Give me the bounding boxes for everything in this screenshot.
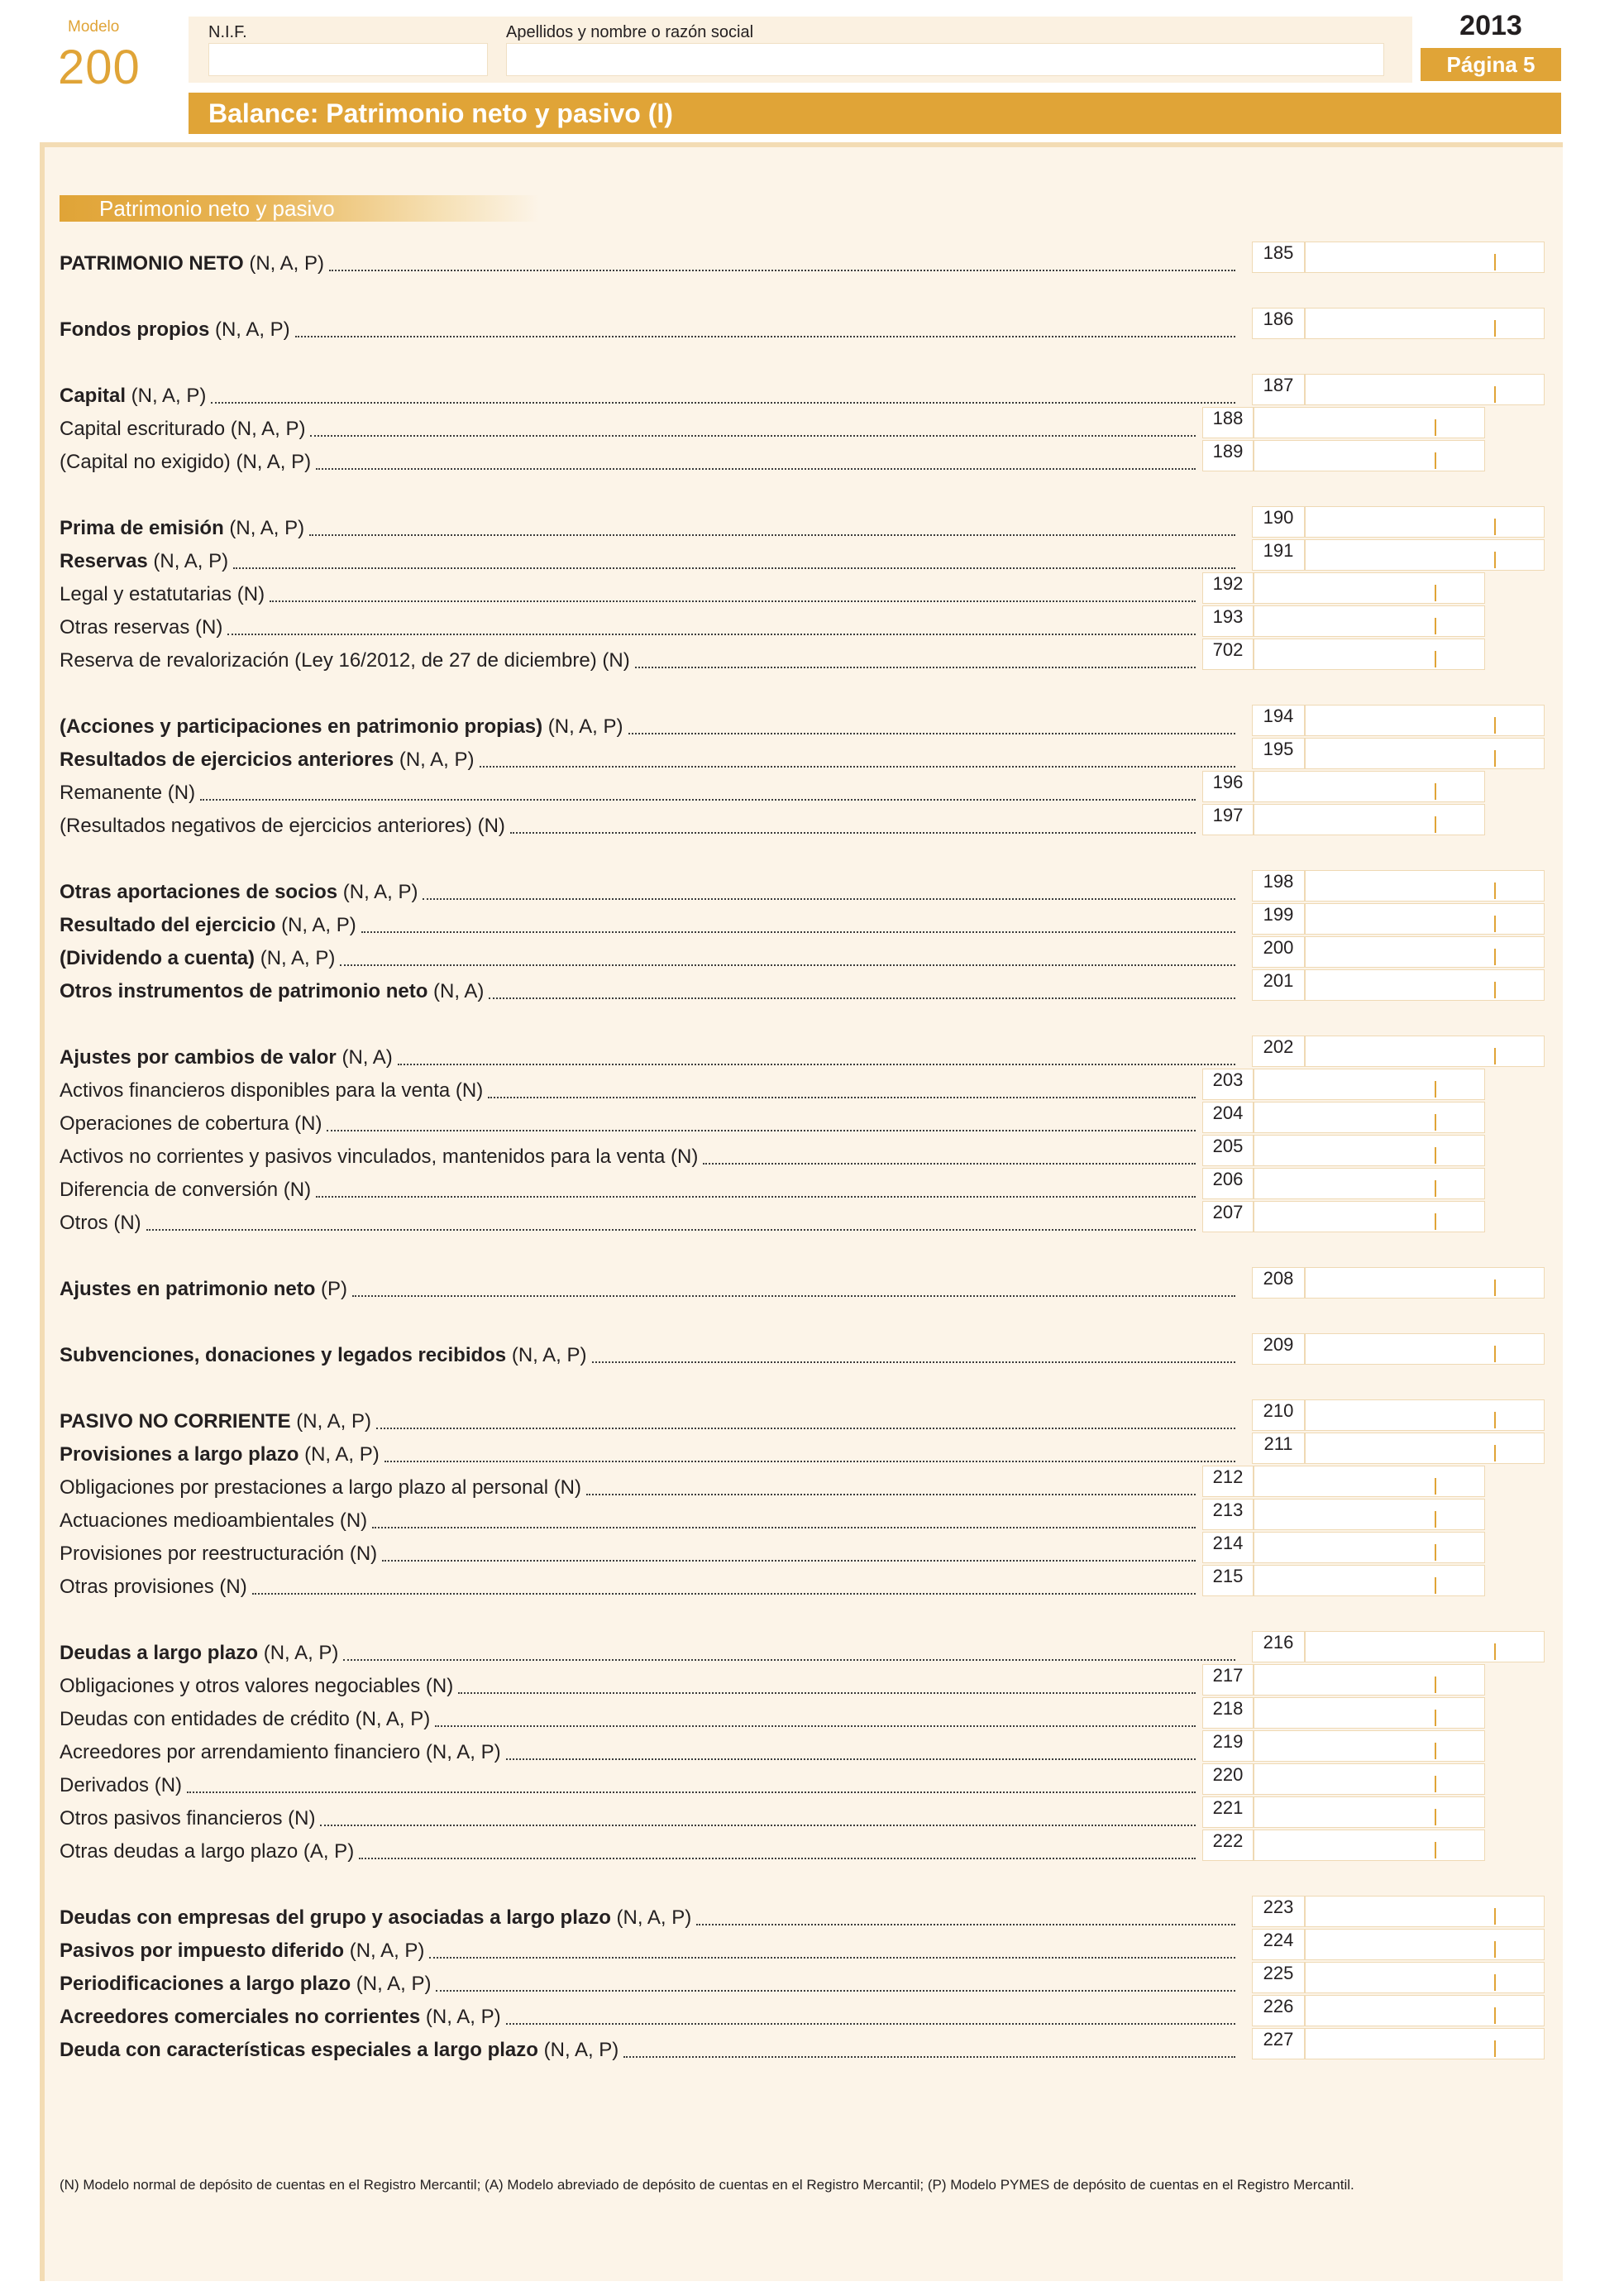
- dot-leader: [316, 468, 1196, 470]
- box-code-194: 194: [1252, 705, 1305, 736]
- amount-field-206[interactable]: [1254, 1168, 1485, 1199]
- dot-leader: [480, 766, 1235, 768]
- decimal-separator-mark: [1435, 585, 1436, 601]
- decimal-separator-mark: [1435, 1710, 1436, 1726]
- box-code-223: 223: [1252, 1896, 1305, 1927]
- dot-leader: [592, 1361, 1235, 1363]
- row-label-221: [60, 1806, 315, 1831]
- row-label-text: Obligaciones por prestaciones a largo plazo al personal (N): [60, 1476, 582, 1499]
- amount-field-191[interactable]: [1305, 539, 1545, 571]
- box-code-199: 199: [1252, 903, 1305, 935]
- dot-leader: [488, 1097, 1196, 1098]
- amount-field-202[interactable]: [1305, 1036, 1545, 1067]
- amount-field-216[interactable]: [1305, 1631, 1545, 1662]
- dot-leader: [295, 336, 1235, 337]
- dot-leader: [359, 1858, 1196, 1859]
- row-label-bold: Prima de emisión: [60, 517, 224, 539]
- box-code-220: 220: [1202, 1763, 1254, 1795]
- dot-leader: [316, 1196, 1196, 1198]
- amount-field-219[interactable]: [1254, 1730, 1485, 1762]
- row-label-198: [60, 880, 418, 905]
- amount-field-227[interactable]: [1305, 2028, 1545, 2059]
- dot-leader: [376, 1428, 1235, 1429]
- decimal-separator-mark: [1435, 1677, 1436, 1693]
- decimal-separator-mark: [1494, 1346, 1496, 1362]
- row-label-text: Diferencia de conversión (N): [60, 1179, 312, 1201]
- box-code-195: 195: [1252, 738, 1305, 769]
- dot-leader: [510, 832, 1196, 834]
- decimal-separator-mark: [1435, 1213, 1436, 1230]
- dot-leader: [146, 1229, 1196, 1231]
- dot-leader: [211, 402, 1235, 404]
- box-code-196: 196: [1202, 771, 1254, 802]
- dot-leader: [696, 1924, 1235, 1925]
- decimal-separator-mark: [1494, 916, 1496, 932]
- amount-field-195[interactable]: [1305, 738, 1545, 769]
- box-code-187: 187: [1252, 374, 1305, 405]
- row-label-text: (N, A, P): [537, 2039, 619, 2061]
- row-label-text: Otros (N): [60, 1212, 141, 1234]
- row-label-208: [60, 1277, 347, 1302]
- row-label-text: Obligaciones y otros valores negociables (N): [60, 1675, 454, 1697]
- row-label-text: Otras deudas a largo plazo (A, P): [60, 1840, 355, 1863]
- dot-leader: [233, 567, 1235, 569]
- footnote: (N) Modelo normal de depósito de cuentas en el Registro Mercantil; (A) Modelo abreviado de depósito de cuentas en el Registro Mercantil; (P) Modelo PYMES de depósito de cuentas en el Registro Mercantil.: [60, 2177, 1354, 2193]
- row-label-186: [60, 318, 290, 342]
- nif-label: N.I.F.: [208, 23, 247, 41]
- dot-leader: [352, 1295, 1235, 1297]
- row-label-text: Acreedores por arrendamiento financiero (N, A, P): [60, 1741, 501, 1763]
- amount-field-212[interactable]: [1254, 1466, 1485, 1497]
- dot-leader: [703, 1163, 1196, 1165]
- row-label-210: [60, 1409, 371, 1434]
- dot-leader: [382, 1560, 1196, 1562]
- dot-leader: [429, 1957, 1235, 1959]
- row-label-bold: Otras aportaciones de socios: [60, 881, 338, 903]
- row-label-text: Reserva de revalorización (Ley 16/2012, de 27 de diciembre) (N): [60, 649, 630, 672]
- name-label: Apellidos y nombre o razón social: [506, 23, 754, 41]
- row-label-text: (N, A, P): [126, 385, 207, 407]
- page-title: Balance: Patrimonio neto y pasivo (I): [189, 93, 1561, 134]
- row-label-bold: Provisiones a largo plazo: [60, 1443, 299, 1466]
- box-code-197: 197: [1202, 804, 1254, 835]
- box-code-217: 217: [1202, 1664, 1254, 1696]
- amount-field-199[interactable]: [1305, 903, 1545, 935]
- row-label-bold: Deudas a largo plazo: [60, 1642, 259, 1664]
- box-code-215: 215: [1202, 1565, 1254, 1596]
- row-label-bold: Resultados de ejercicios anteriores: [60, 749, 394, 771]
- decimal-separator-mark: [1435, 1511, 1436, 1528]
- dot-leader: [327, 1130, 1196, 1131]
- dot-leader: [343, 1659, 1235, 1661]
- decimal-separator-mark: [1494, 519, 1496, 535]
- box-code-226: 226: [1252, 1995, 1305, 2026]
- box-code-200: 200: [1252, 936, 1305, 968]
- row-label-text: (N, A, P): [243, 252, 325, 275]
- row-label-text: (N, A, P): [351, 1973, 432, 1995]
- row-label-bold: Capital: [60, 385, 127, 407]
- row-label-211: [60, 1442, 380, 1467]
- box-code-198: 198: [1252, 870, 1305, 902]
- row-label-text: Otras reservas (N): [60, 616, 223, 639]
- box-code-216: 216: [1252, 1631, 1305, 1662]
- decimal-separator-mark: [1435, 816, 1436, 833]
- row-label-200: [60, 946, 335, 971]
- decimal-separator-mark: [1494, 2007, 1496, 2024]
- row-label-226: [60, 2005, 501, 2030]
- box-code-191: 191: [1252, 539, 1305, 571]
- row-label-text: (N, A, P): [258, 1642, 339, 1664]
- decimal-separator-mark: [1435, 1776, 1436, 1792]
- dot-leader: [506, 2023, 1235, 2025]
- decimal-separator-mark: [1435, 1577, 1436, 1594]
- amount-field-225[interactable]: [1305, 1962, 1545, 1993]
- decimal-separator-mark: [1435, 651, 1436, 667]
- row-label-bold: Deuda con características especiales a largo plazo: [60, 2039, 538, 2061]
- row-label-201: [60, 979, 484, 1004]
- box-code-219: 219: [1202, 1730, 1254, 1762]
- row-label-191: [60, 549, 228, 574]
- decimal-separator-mark: [1435, 1478, 1436, 1495]
- row-label-bold: Reservas: [60, 550, 148, 572]
- row-label-190: [60, 516, 304, 541]
- amount-field-222[interactable]: [1254, 1830, 1485, 1861]
- row-label-text: (N, A, P): [275, 914, 356, 936]
- amount-field-208[interactable]: [1305, 1267, 1545, 1299]
- row-label-bold: Pasivos por impuesto diferido: [60, 1940, 345, 1962]
- dot-leader: [398, 1064, 1235, 1065]
- box-code-222: 222: [1202, 1830, 1254, 1861]
- box-code-203: 203: [1202, 1069, 1254, 1100]
- row-label-text: (N, A, P): [147, 550, 229, 572]
- dot-leader: [340, 964, 1235, 966]
- row-label-bold: Fondos propios: [60, 318, 210, 341]
- row-label-189: [60, 450, 311, 475]
- row-label-220: [60, 1773, 182, 1798]
- box-code-201: 201: [1252, 969, 1305, 1001]
- box-code-227: 227: [1252, 2028, 1305, 2059]
- decimal-separator-mark: [1435, 783, 1436, 800]
- amount-field-193[interactable]: [1254, 605, 1485, 637]
- decimal-separator-mark: [1435, 1180, 1436, 1197]
- amount-field-189[interactable]: [1254, 440, 1485, 471]
- decimal-separator-mark: [1494, 386, 1496, 403]
- row-label-213: [60, 1509, 367, 1533]
- box-code-209: 209: [1252, 1333, 1305, 1365]
- row-label-text: Activos no corrientes y pasivos vinculados, mantenidos para la venta (N): [60, 1146, 699, 1168]
- box-code-185: 185: [1252, 242, 1305, 273]
- dot-leader: [372, 1527, 1196, 1528]
- row-label-217: [60, 1674, 453, 1699]
- row-label-bold: PASIVO NO CORRIENTE: [60, 1410, 291, 1433]
- row-label-bold: PATRIMONIO NETO: [60, 252, 244, 275]
- year-label: 2013: [1421, 12, 1561, 38]
- decimal-separator-mark: [1435, 1147, 1436, 1164]
- row-label-204: [60, 1112, 322, 1136]
- row-label-text: (N, A, P): [299, 1443, 380, 1466]
- row-label-text: (N, A, P): [542, 715, 623, 738]
- row-label-text: (N, A, P): [394, 749, 475, 771]
- dot-leader: [320, 1825, 1196, 1826]
- amount-field-188[interactable]: [1254, 407, 1485, 438]
- amount-field-204[interactable]: [1254, 1102, 1485, 1133]
- decimal-separator-mark: [1494, 1908, 1496, 1925]
- amount-field-209[interactable]: [1305, 1333, 1545, 1365]
- dot-leader: [435, 1725, 1196, 1727]
- box-code-214: 214: [1202, 1532, 1254, 1563]
- row-label-text: (N, A): [336, 1046, 393, 1069]
- amount-field-198[interactable]: [1305, 870, 1545, 902]
- row-label-text: Legal y estatutarias (N): [60, 583, 265, 605]
- amount-field-190[interactable]: [1305, 506, 1545, 538]
- row-label-bold: Deudas con empresas del grupo y asociadas a largo plazo: [60, 1906, 611, 1929]
- dot-leader: [384, 1461, 1235, 1462]
- row-label-212: [60, 1476, 581, 1500]
- modelo-label: Modelo: [68, 18, 120, 36]
- box-code-205: 205: [1202, 1135, 1254, 1166]
- row-label-218: [60, 1707, 430, 1732]
- row-label-219: [60, 1740, 501, 1765]
- row-label-bold: Periodificaciones a largo plazo: [60, 1973, 351, 1995]
- row-label-text: (N, A, P): [223, 517, 305, 539]
- decimal-separator-mark: [1494, 883, 1496, 899]
- row-label-225: [60, 1972, 431, 1997]
- box-code-224: 224: [1252, 1929, 1305, 1960]
- row-label-215: [60, 1575, 247, 1600]
- row-label-text: Actuaciones medioambientales (N): [60, 1509, 368, 1532]
- row-label-222: [60, 1839, 354, 1864]
- box-code-189: 189: [1202, 440, 1254, 471]
- row-label-text: (Capital no exigido) (N, A, P): [60, 451, 312, 473]
- box-code-192: 192: [1202, 572, 1254, 604]
- row-label-text: Operaciones de cobertura (N): [60, 1112, 322, 1135]
- row-label-bold: Resultado del ejercicio: [60, 914, 276, 936]
- row-label-bold: Acreedores comerciales no corrientes: [60, 2006, 421, 2028]
- section-title: Patrimonio neto y pasivo: [60, 195, 539, 222]
- row-label-text: Derivados (N): [60, 1774, 183, 1796]
- box-code-213: 213: [1202, 1499, 1254, 1530]
- decimal-separator-mark: [1494, 1048, 1496, 1064]
- amount-field-192[interactable]: [1254, 572, 1485, 604]
- amount-field-214[interactable]: [1254, 1532, 1485, 1563]
- row-label-203: [60, 1079, 483, 1103]
- amount-field-224[interactable]: [1305, 1929, 1545, 1960]
- amount-field-200[interactable]: [1305, 936, 1545, 968]
- row-label-192: [60, 582, 265, 607]
- row-label-193: [60, 615, 222, 640]
- row-label-text: (P): [315, 1278, 348, 1300]
- amount-field-211[interactable]: [1305, 1433, 1545, 1464]
- row-label-text: Activos financieros disponibles para la venta (N): [60, 1079, 484, 1102]
- row-label-209: [60, 1343, 587, 1368]
- decimal-separator-mark: [1494, 1643, 1496, 1660]
- dot-leader: [187, 1791, 1196, 1793]
- box-code-208: 208: [1252, 1267, 1305, 1299]
- page-label: Página 5: [1421, 48, 1561, 81]
- dot-leader: [252, 1593, 1196, 1595]
- decimal-separator-mark: [1494, 2040, 1496, 2057]
- amount-field-205[interactable]: [1254, 1135, 1485, 1166]
- decimal-separator-mark: [1494, 750, 1496, 767]
- row-label-text: Remanente (N): [60, 782, 196, 804]
- decimal-separator-mark: [1435, 618, 1436, 634]
- amount-field-215[interactable]: [1254, 1565, 1485, 1596]
- box-code-218: 218: [1202, 1697, 1254, 1729]
- row-label-text: (N, A, P): [209, 318, 290, 341]
- box-code-190: 190: [1252, 506, 1305, 538]
- row-label-text: (N, A, P): [344, 1940, 425, 1962]
- amount-field-213[interactable]: [1254, 1499, 1485, 1530]
- dot-leader: [270, 600, 1196, 602]
- dot-leader: [489, 997, 1235, 999]
- dot-leader: [310, 435, 1196, 437]
- row-label-188: [60, 417, 305, 442]
- row-label-227: [60, 2038, 619, 2063]
- row-label-702: [60, 648, 630, 673]
- amount-field-702[interactable]: [1254, 639, 1485, 670]
- amount-field-187[interactable]: [1305, 374, 1545, 405]
- dot-leader: [623, 2056, 1235, 2058]
- decimal-separator-mark: [1494, 949, 1496, 965]
- amount-field-196[interactable]: [1254, 771, 1485, 802]
- row-label-214: [60, 1542, 377, 1567]
- dot-leader: [635, 667, 1196, 668]
- row-label-text: (Resultados negativos de ejercicios anteriores) (N): [60, 815, 505, 837]
- row-label-bold: Ajustes en patrimonio neto: [60, 1278, 316, 1300]
- row-label-196: [60, 781, 195, 806]
- dot-leader: [423, 898, 1235, 900]
- amount-field-221[interactable]: [1254, 1796, 1485, 1828]
- dot-leader: [200, 799, 1196, 801]
- row-label-text: Otras provisiones (N): [60, 1576, 247, 1598]
- row-label-bold: (Acciones y participaciones en patrimonio propias): [60, 715, 543, 738]
- row-label-216: [60, 1641, 338, 1666]
- box-code-188: 188: [1202, 407, 1254, 438]
- row-label-text: (N, A, P): [610, 1906, 692, 1929]
- decimal-separator-mark: [1435, 1081, 1436, 1098]
- amount-field-197[interactable]: [1254, 804, 1485, 835]
- box-code-702: 702: [1202, 639, 1254, 670]
- decimal-separator-mark: [1494, 1445, 1496, 1461]
- row-label-195: [60, 748, 475, 773]
- dot-leader: [309, 534, 1235, 536]
- box-code-193: 193: [1202, 605, 1254, 637]
- row-label-text: (N, A, P): [337, 881, 418, 903]
- row-label-bold: Subvenciones, donaciones y legados recibidos: [60, 1344, 507, 1366]
- row-label-text: (N, A): [427, 980, 485, 1002]
- row-label-text: (N, A, P): [506, 1344, 587, 1366]
- decimal-separator-mark: [1494, 254, 1496, 270]
- dot-leader: [628, 733, 1236, 734]
- decimal-separator-mark: [1494, 1412, 1496, 1428]
- dot-leader: [436, 1990, 1235, 1992]
- dot-leader: [506, 1758, 1196, 1760]
- box-code-204: 204: [1202, 1102, 1254, 1133]
- box-code-221: 221: [1202, 1796, 1254, 1828]
- decimal-separator-mark: [1494, 552, 1496, 568]
- box-code-202: 202: [1252, 1036, 1305, 1067]
- modelo-number: 200: [58, 41, 141, 94]
- dot-leader: [227, 634, 1196, 635]
- nif-field[interactable]: [208, 43, 488, 76]
- row-label-224: [60, 1939, 424, 1964]
- decimal-separator-mark: [1494, 1974, 1496, 1991]
- decimal-separator-mark: [1494, 717, 1496, 734]
- row-label-text: Provisiones por reestructuración (N): [60, 1543, 378, 1565]
- row-label-187: [60, 384, 206, 409]
- box-code-212: 212: [1202, 1466, 1254, 1497]
- row-label-202: [60, 1045, 393, 1070]
- amount-field-201[interactable]: [1305, 969, 1545, 1001]
- row-label-194: [60, 715, 623, 739]
- row-label-199: [60, 913, 356, 938]
- decimal-separator-mark: [1435, 1114, 1436, 1131]
- row-label-text: (N, A, P): [420, 2006, 501, 2028]
- row-label-bold: Ajustes por cambios de valor: [60, 1046, 337, 1069]
- decimal-separator-mark: [1435, 1842, 1436, 1858]
- decimal-separator-mark: [1435, 419, 1436, 436]
- decimal-separator-mark: [1494, 320, 1496, 337]
- row-label-207: [60, 1211, 141, 1236]
- dot-leader: [586, 1494, 1196, 1495]
- taxpayer-header: [189, 17, 1412, 83]
- box-code-206: 206: [1202, 1168, 1254, 1199]
- box-code-186: 186: [1252, 308, 1305, 339]
- row-label-text: (N, A, P): [255, 947, 336, 969]
- decimal-separator-mark: [1435, 452, 1436, 469]
- row-label-text: Otros pasivos financieros (N): [60, 1807, 316, 1830]
- decimal-separator-mark: [1494, 1941, 1496, 1958]
- row-label-text: (N, A, P): [290, 1410, 371, 1433]
- decimal-separator-mark: [1494, 1280, 1496, 1296]
- amount-field-218[interactable]: [1254, 1697, 1485, 1729]
- row-label-223: [60, 1906, 691, 1930]
- box-code-210: 210: [1252, 1399, 1305, 1431]
- row-label-text: Deudas con entidades de crédito (N, A, P): [60, 1708, 431, 1730]
- row-label-bold: (Dividendo a cuenta): [60, 947, 256, 969]
- row-label-206: [60, 1178, 311, 1203]
- box-code-207: 207: [1202, 1201, 1254, 1232]
- amount-field-194[interactable]: [1305, 705, 1545, 736]
- amount-field-223[interactable]: [1305, 1896, 1545, 1927]
- decimal-separator-mark: [1494, 982, 1496, 998]
- row-label-197: [60, 814, 505, 839]
- amount-field-226[interactable]: [1305, 1995, 1545, 2026]
- amount-field-210[interactable]: [1305, 1399, 1545, 1431]
- amount-field-207[interactable]: [1254, 1201, 1485, 1232]
- amount-field-186[interactable]: [1305, 308, 1545, 339]
- dot-leader: [361, 931, 1235, 933]
- row-label-205: [60, 1145, 698, 1170]
- dot-leader: [329, 270, 1235, 271]
- row-label-bold: Otros instrumentos de patrimonio neto: [60, 980, 428, 1002]
- name-field[interactable]: [506, 43, 1384, 76]
- decimal-separator-mark: [1435, 1809, 1436, 1825]
- decimal-separator-mark: [1435, 1743, 1436, 1759]
- row-label-text: Capital escriturado (N, A, P): [60, 418, 306, 440]
- amount-field-185[interactable]: [1305, 242, 1545, 273]
- amount-field-217[interactable]: [1254, 1664, 1485, 1696]
- decimal-separator-mark: [1435, 1544, 1436, 1561]
- amount-field-220[interactable]: [1254, 1763, 1485, 1795]
- row-label-185: [60, 251, 324, 276]
- box-code-211: 211: [1252, 1433, 1305, 1464]
- dot-leader: [458, 1692, 1196, 1694]
- box-code-225: 225: [1252, 1962, 1305, 1993]
- amount-field-203[interactable]: [1254, 1069, 1485, 1100]
